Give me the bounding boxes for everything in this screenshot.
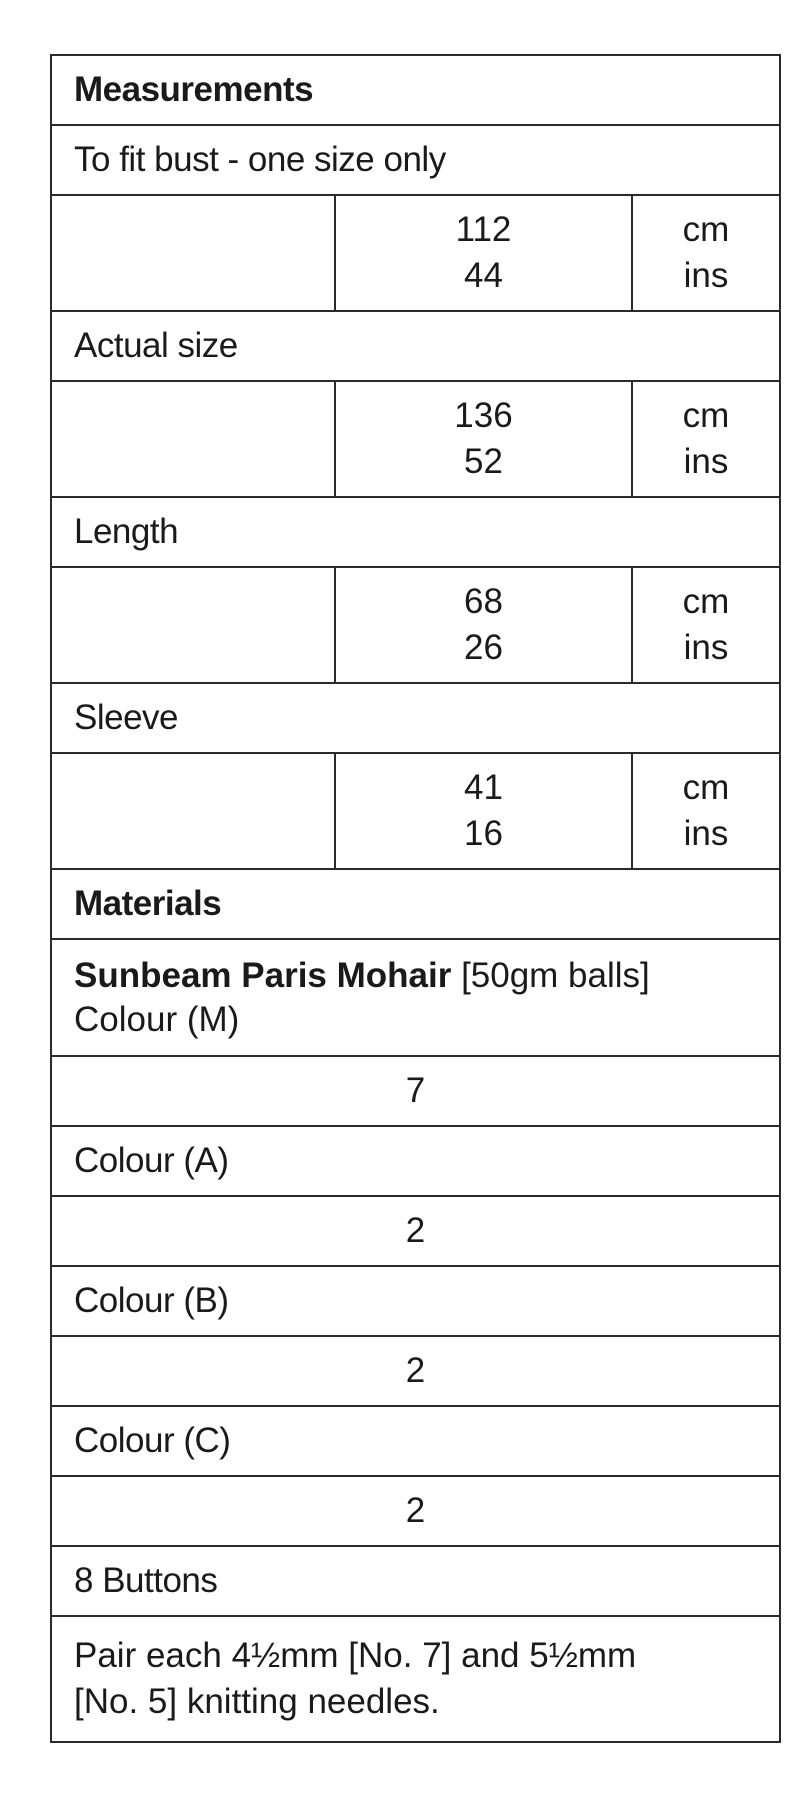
unit-ins: ins [683,628,729,667]
unit-cm: cm [682,396,730,435]
measurement-row-actual-size [52,382,779,498]
value-ins: 44 [464,256,503,295]
unit-cm: cm [682,582,730,621]
unit-ins: ins [683,256,729,295]
colour-label-a: Colour (A) [52,1127,779,1197]
unit-ins: ins [683,814,729,853]
value-ins: 52 [464,442,503,481]
value-cm: 136 [454,396,513,435]
value-cell [336,196,633,310]
unit-ins: ins [683,442,729,481]
quantity-row-b [52,1337,779,1407]
buttons-row: 8 Buttons [52,1547,779,1617]
colour-label-c: Colour (C) [52,1407,779,1477]
unit-cell [633,754,779,868]
yarn-description [52,940,779,1057]
value-cell [336,754,633,868]
unit-cm: cm [682,768,730,807]
needles-line-2: [No. 5] knitting needles. [74,1682,440,1721]
needles-row [52,1617,779,1741]
section-label-length: Length [52,498,779,568]
unit-cell [633,382,779,496]
section-label-actual-size: Actual size [52,312,779,382]
measurement-row-length [52,568,779,684]
colour-label-b: Colour (B) [52,1267,779,1337]
materials-heading: Materials [52,870,779,940]
measurement-row-sleeve [52,754,779,870]
measurement-row-bust [52,196,779,312]
value-ins: 26 [464,628,503,667]
value-cell [336,382,633,496]
section-label-sleeve: Sleeve [52,684,779,754]
quantity-value: 2 [405,1351,426,1390]
quantity-row-m [52,1057,779,1127]
yarn-detail: [50gm balls] [461,955,650,995]
unit-cell [633,568,779,682]
quantity-value: 2 [405,1211,426,1250]
empty-cell [52,754,336,868]
value-cm: 68 [464,582,503,621]
quantity-row-a [52,1197,779,1267]
value-ins: 16 [464,814,503,853]
section-label-bust: To fit bust - one size only [52,126,779,196]
measurements-heading: Measurements [52,56,779,126]
value-cm: 41 [464,768,503,807]
value-cm: 112 [455,210,512,249]
needles-line-1: Pair each 4½mm [No. 7] and 5½mm [74,1636,637,1675]
empty-cell [52,196,336,310]
quantity-value: 7 [405,1071,426,1110]
value-cell [336,568,633,682]
unit-cm: cm [682,210,730,249]
pattern-info-table [50,54,781,1743]
colour-label-m: Colour (M) [74,999,240,1039]
unit-cell [633,196,779,310]
yarn-brand: Sunbeam Paris Mohair [74,955,452,995]
empty-cell [52,382,336,496]
quantity-row-c [52,1477,779,1547]
quantity-value: 2 [405,1491,426,1530]
empty-cell [52,568,336,682]
yarn-line [74,954,650,998]
